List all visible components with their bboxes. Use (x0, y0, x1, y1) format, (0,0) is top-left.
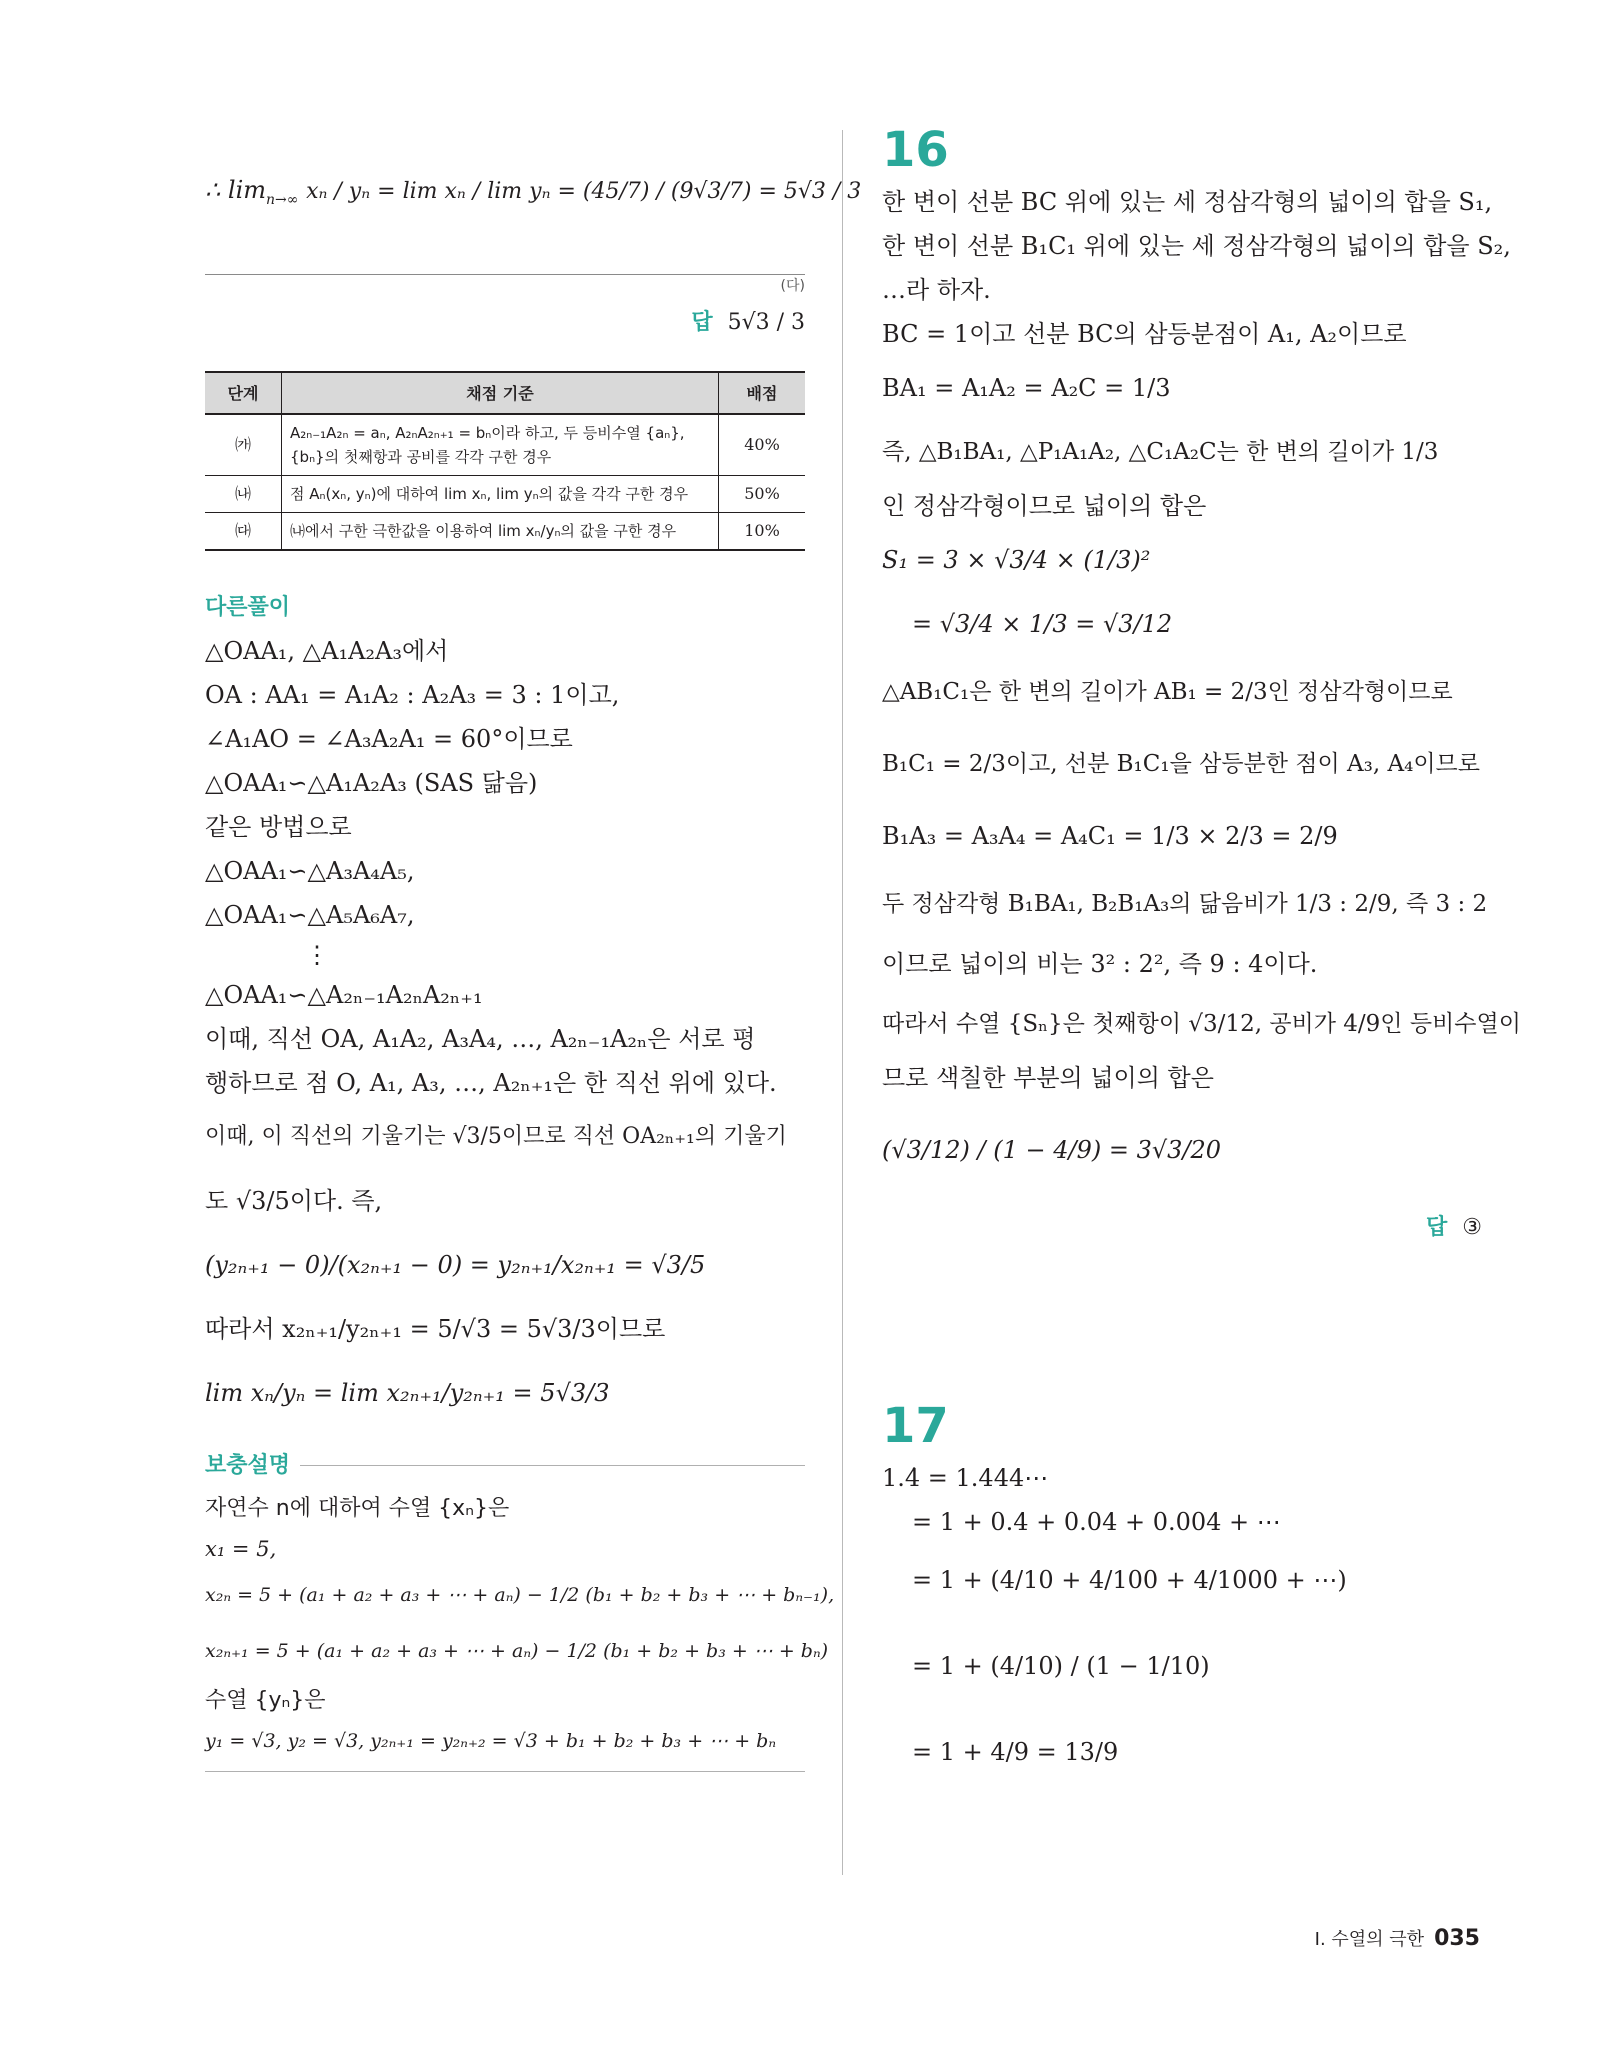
left-column (205, 120, 862, 1772)
p17-line: 1.4̇ = 1.444⋯ (882, 1464, 1049, 1492)
formula-body: xₙ / yₙ = lim xₙ / lim yₙ = (45/7) / (9√3/7) = 5√3 / 3 (306, 179, 862, 204)
p16-line: B₁C₁ = 2/3이고, 선분 B₁C₁을 삼등분한 점이 A₃, A₄이므로 (882, 751, 1480, 777)
p17-line: = 1 + (4/10 + 4/100 + 4/1000 + ⋯) (912, 1566, 1347, 1594)
p16-line: BC = 1이고 선분 BC의 삼등분점이 A₁, A₂이므로 (882, 320, 1407, 348)
table-row (205, 475, 805, 512)
footer-chapter: Ⅰ. 수열의 극한 (1314, 1929, 1425, 1950)
p16-line: 두 정삼각형 B₁BA₁, B₂B₁A₃의 닮음비가 1/3 : 2/9, 즉 3 : 2 (882, 891, 1488, 917)
alt-line: OA : AA₁ = A₁A₂ : A₂A₃ = 3 : 1이고, (205, 680, 620, 709)
p17-line: = 1 + 0.4 + 0.04 + 0.004 + ⋯ (912, 1508, 1281, 1536)
alt-line: (y₂ₙ₊₁ − 0)/(x₂ₙ₊₁ − 0) = y₂ₙ₊₁/x₂ₙ₊₁ = √3/5 (205, 1250, 706, 1279)
supp-line: x₂ₙ₊₁ = 5 + (a₁ + a₂ + a₃ + ⋯ + aₙ) − 1/2 (b₁ + b₂ + b₃ + ⋯ + bₙ) (205, 1639, 829, 1662)
p16-line: (√3/12) / (1 − 4/9) = 3√3/20 (882, 1136, 1222, 1164)
supplement-title: 보충설명 (205, 1452, 291, 1478)
table-cell-score: 50% (719, 475, 806, 512)
p16-answer-value: ③ (1462, 1215, 1482, 1240)
supp-line: y₁ = √3, y₂ = √3, y₂ₙ₊₁ = y₂ₙ₊₂ = √3 + b₁ + b₂ + b₃ + ⋯ + bₙ (205, 1729, 777, 1752)
alt-line: △OAA₁∽△A₁A₂A₃ (SAS 닮음) (205, 768, 538, 797)
alt-line: ∠A₁AO = ∠A₃A₂A₁ = 60°이므로 (205, 724, 573, 753)
p17-line: = 1 + (4/10) / (1 − 1/10) (912, 1652, 1210, 1680)
table-header-step: 단계 (205, 372, 282, 414)
p17-line: = 1 + 4/9 = 13/9 (912, 1738, 1119, 1766)
alt-line: △OAA₁∽△A₅A₆A₇, (205, 900, 415, 929)
table-cell-criteria: ㈏에서 구한 극한값을 이용하여 lim xₙ/yₙ의 값을 구한 경우 (282, 512, 719, 550)
bottom-rule (205, 1771, 805, 1772)
p16-line: 인 정삼각형이므로 넓이의 합은 (882, 492, 1207, 520)
p16-line: 이므로 넓이의 비는 3² : 2², 즉 9 : 4이다. (882, 950, 1318, 978)
p16-line: 므로 색칠한 부분의 넓이의 합은 (882, 1064, 1214, 1092)
table-row (205, 512, 805, 550)
p16-line: △AB₁C₁은 한 변의 길이가 AB₁ = 2/3인 정삼각형이므로 (882, 679, 1453, 705)
supplement-rule (300, 1465, 805, 1466)
alt-solution-title: 다른풀이 (205, 594, 291, 620)
table-cell-step: ㈏ (205, 475, 282, 512)
alt-line: △OAA₁∽△A₃A₄A₅, (205, 856, 415, 885)
step-tag: (다) (780, 277, 805, 294)
alt-line: 이때, 직선 OA, A₁A₂, A₃A₄, …, A₂ₙ₋₁A₂ₙ은 서로 평 (205, 1024, 756, 1053)
p16-line: BA₁ = A₁A₂ = A₂C = 1/3 (882, 374, 1171, 402)
table-cell-criteria: A₂ₙ₋₁A₂ₙ = aₙ, A₂ₙA₂ₙ₊₁ = bₙ이라 하고, 두 등비수열 {aₙ}, {bₙ}의 첫째항과 공비를 각각 구한 경우 (282, 414, 719, 476)
table-cell-score: 40% (719, 414, 806, 476)
alt-line: ⋮ (305, 940, 329, 969)
supp-line: x₂ₙ = 5 + (a₁ + a₂ + a₃ + ⋯ + aₙ) − 1/2 (b₁ + b₂ + b₃ + ⋯ + bₙ₋₁), (205, 1583, 835, 1606)
formula-sub: n→∞ (266, 191, 299, 208)
answer-label: 답 (691, 309, 713, 335)
answer-value: 5√3 / 3 (727, 309, 805, 335)
problem-16-number: 16 (882, 122, 949, 178)
p16-line: …라 하자. (882, 276, 991, 304)
supp-line: 자연수 n에 대하여 수열 {xₙ}은 (205, 1495, 510, 1521)
table-header-criteria: 채점 기준 (282, 372, 719, 414)
page-number: 035 (1434, 1926, 1480, 1951)
table-cell-step: ㈎ (205, 414, 282, 476)
p16-line: 한 변이 선분 BC 위에 있는 세 정삼각형의 넓이의 합을 S₁, (882, 188, 1493, 216)
table-row (205, 414, 805, 476)
p16-line: S₁ = 3 × √3/4 × (1/3)² (882, 546, 1151, 574)
alt-line: 따라서 x₂ₙ₊₁/y₂ₙ₊₁ = 5/√3 = 5√3/3이므로 (205, 1314, 666, 1343)
page-footer (1315, 1925, 1480, 1951)
formula-lim: ∴ lim (205, 176, 267, 204)
alt-line: 행하므로 점 O, A₁, A₃, …, A₂ₙ₊₁은 한 직선 위에 있다. (205, 1068, 777, 1097)
alt-line: 같은 방법으로 (205, 812, 352, 841)
table-header-score: 배점 (719, 372, 806, 414)
p16-answer-label: 답 (1426, 1215, 1448, 1240)
p16-line: = √3/4 × 1/3 = √3/12 (912, 610, 1173, 638)
supp-line: x₁ = 5, (205, 1536, 277, 1561)
alt-line: △OAA₁, △A₁A₂A₃에서 (205, 636, 449, 665)
alt-line: lim xₙ/yₙ = lim x₂ₙ₊₁/y₂ₙ₊₁ = 5√3/3 (205, 1378, 610, 1407)
p16-line: 따라서 수열 {Sₙ}은 첫째항이 √3/12, 공비가 4/9인 등비수열이 (882, 1011, 1521, 1037)
p16-line: 한 변이 선분 B₁C₁ 위에 있는 세 정삼각형의 넓이의 합을 S₂, (882, 232, 1511, 260)
grading-table (205, 371, 805, 551)
p16-answer-row (882, 1200, 1482, 1256)
limit-formula (205, 120, 862, 270)
supplement-header (205, 1445, 805, 1487)
answer-row (205, 295, 805, 351)
p16-line: B₁A₃ = A₃A₄ = A₄C₁ = 1/3 × 2/3 = 2/9 (882, 822, 1338, 850)
problem-17-number: 17 (882, 1398, 949, 1454)
alt-line: 이때, 이 직선의 기울기는 √3/5이므로 직선 OA₂ₙ₊₁의 기울기 (205, 1123, 787, 1149)
table-cell-criteria: 점 Aₙ(xₙ, yₙ)에 대하여 lim xₙ, lim yₙ의 값을 각각 구한 경우 (282, 475, 719, 512)
right-column (882, 120, 1521, 1788)
alt-line: △OAA₁∽△A₂ₙ₋₁A₂ₙA₂ₙ₊₁ (205, 980, 483, 1009)
p16-line: 즉, △B₁BA₁, △P₁A₁A₂, △C₁A₂C는 한 변의 길이가 1/3 (882, 439, 1439, 465)
alt-line: 도 √3/5이다. 즉, (205, 1186, 383, 1215)
supp-line: 수열 {yₙ}은 (205, 1687, 326, 1713)
column-divider (842, 130, 843, 1875)
table-cell-step: ㈐ (205, 512, 282, 550)
table-cell-score: 10% (719, 512, 806, 550)
